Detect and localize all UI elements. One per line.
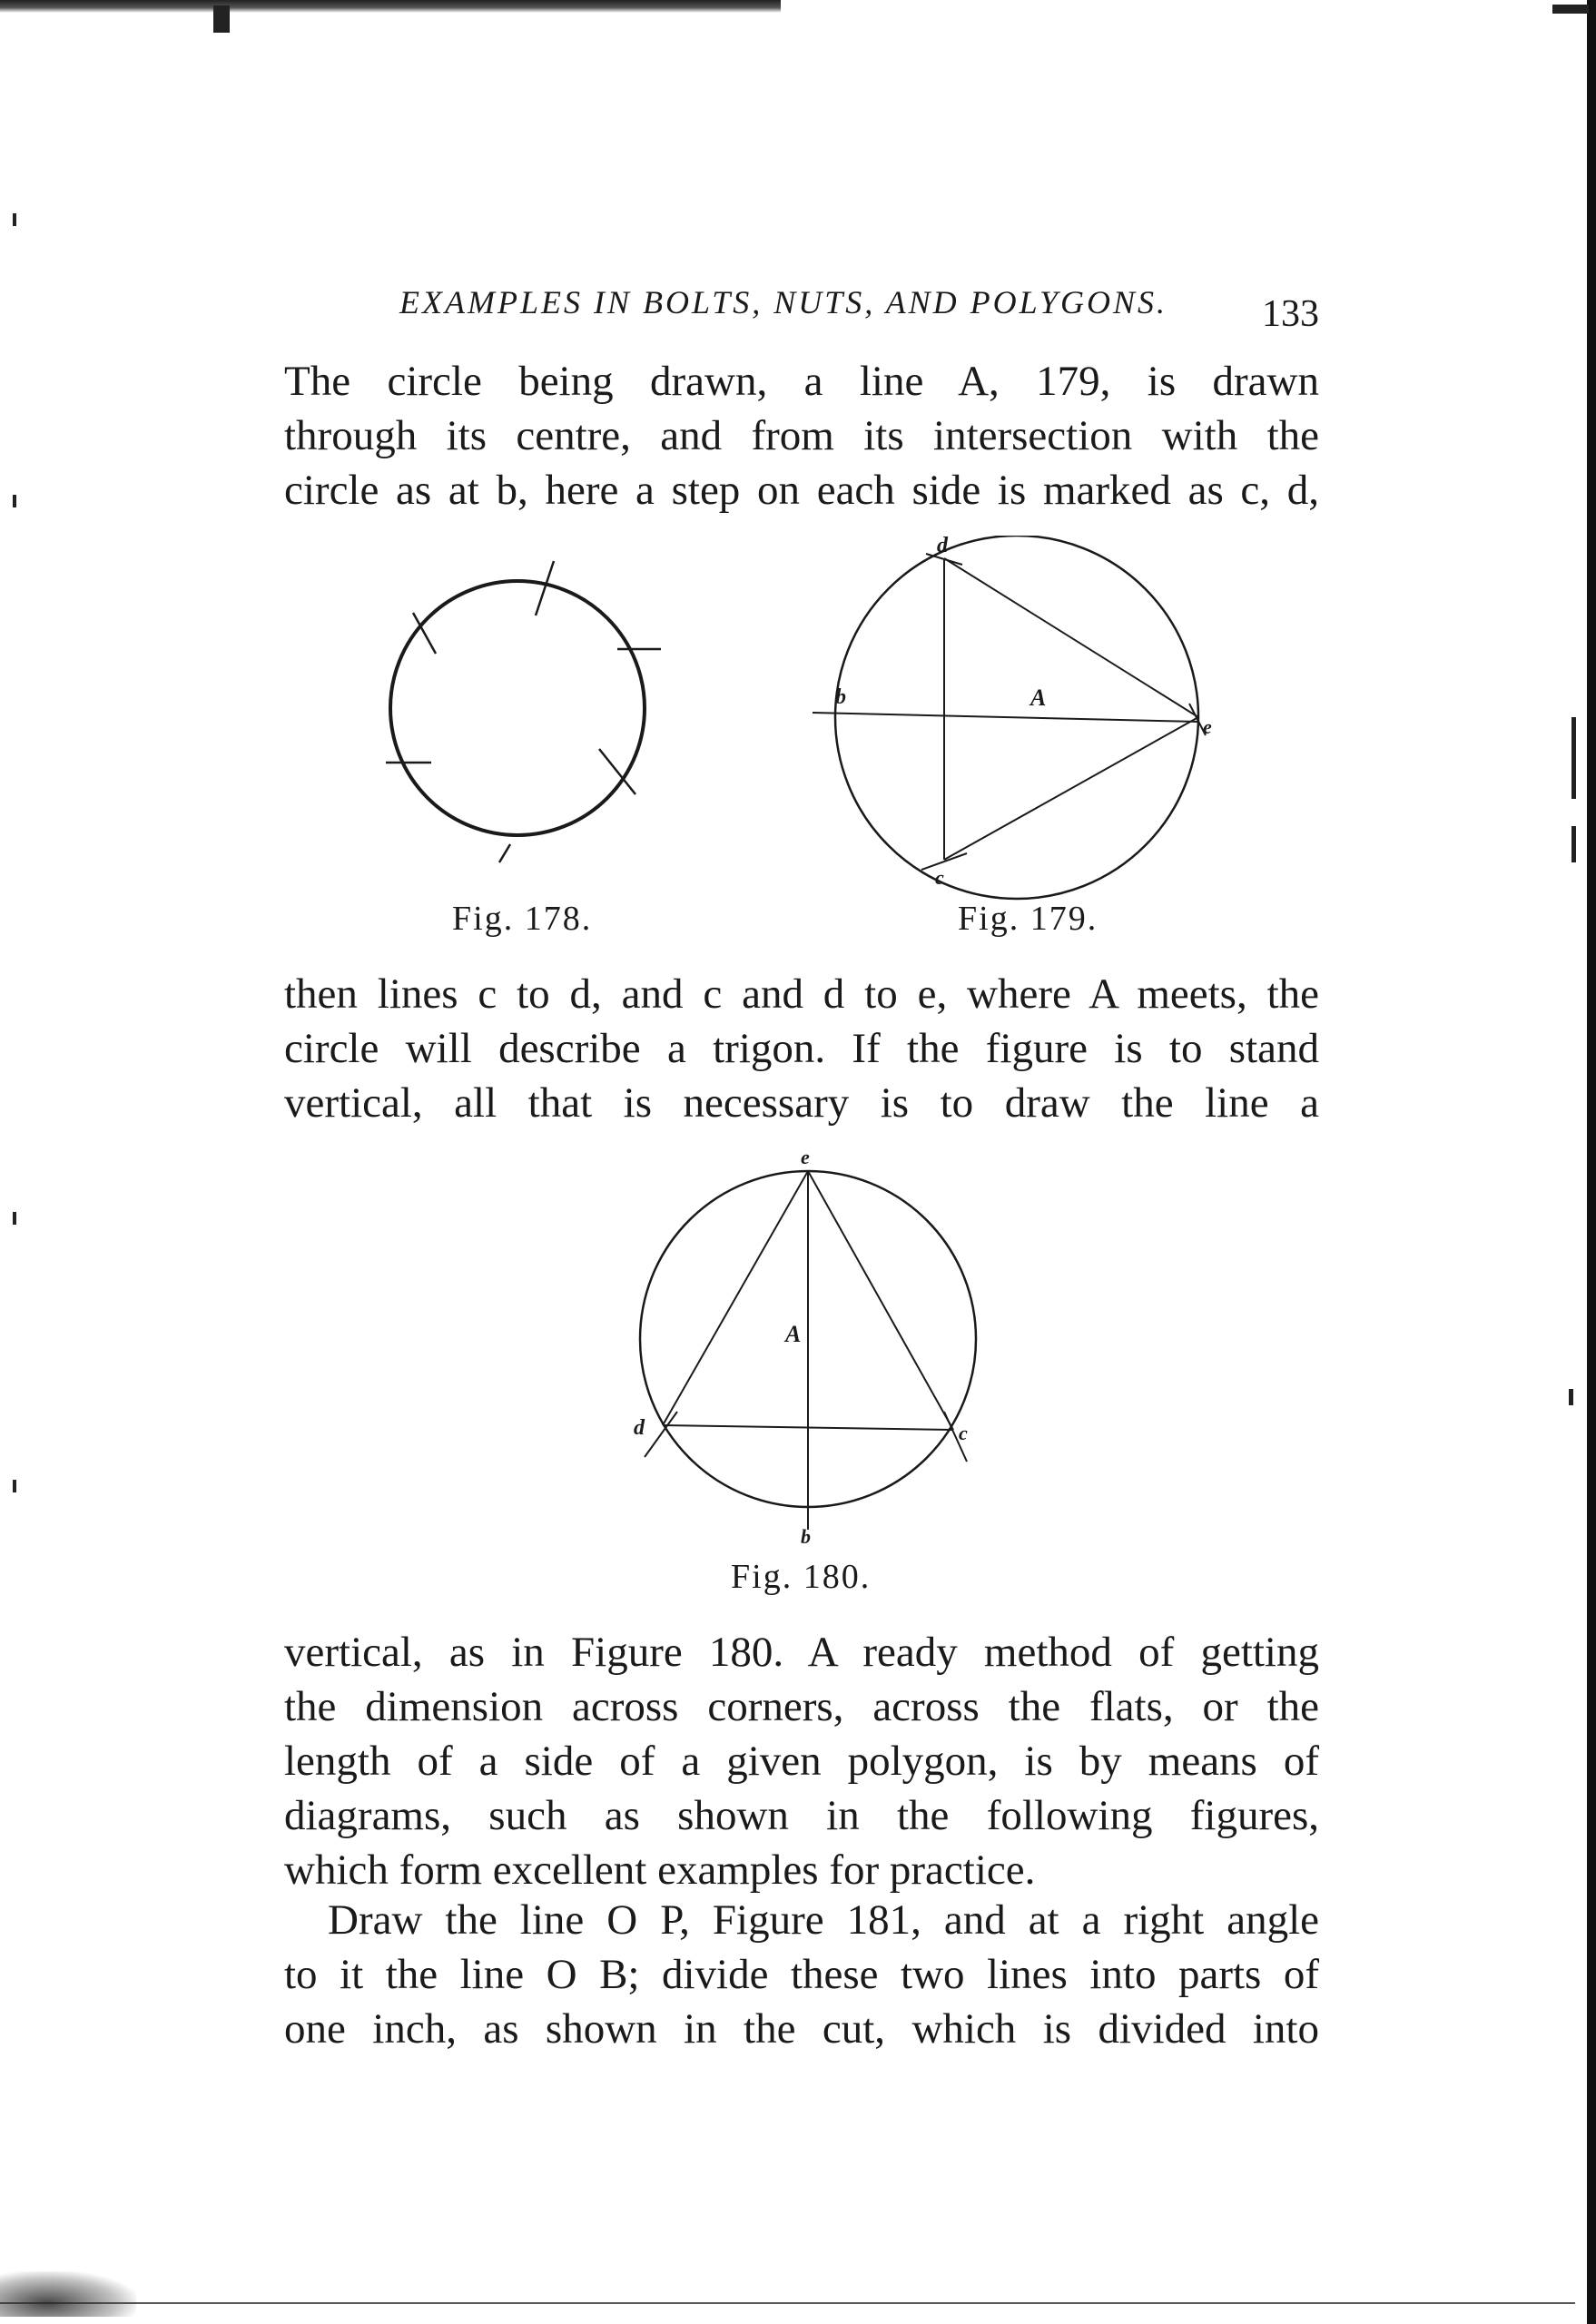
- fig179-label-d: d: [937, 536, 948, 557]
- fig180-label-c: c: [959, 1422, 968, 1444]
- text-line: then lines c to d, and c and d to e, where A meets, the: [284, 970, 1319, 1018]
- scan-bottom-edge: [0, 2302, 1575, 2304]
- text-line: through its centre, and from its intersection with the: [284, 412, 1319, 459]
- figure-179-diagram: [799, 536, 1271, 917]
- figure-180-diagram: [590, 1153, 1026, 1552]
- paragraph-4: [284, 1893, 1319, 2056]
- text-line: circle will describe a trigon. If the figure is to stand: [284, 1025, 1319, 1072]
- fig180-label-e: e: [801, 1153, 810, 1168]
- fig180-line-e-c: [808, 1171, 953, 1430]
- fig179-label-A: A: [1030, 684, 1047, 711]
- text-line: one inch, as shown in the cut, which is divided into: [284, 2005, 1319, 2053]
- scan-margin-mark: [1569, 1389, 1573, 1405]
- paragraph-2: [284, 967, 1319, 1130]
- fig179-line-d-e: [944, 558, 1198, 717]
- page-number: 133: [1262, 293, 1319, 335]
- scan-top-edge: [0, 0, 781, 13]
- paragraph-1: [284, 354, 1319, 517]
- fig180-label-b: b: [801, 1525, 811, 1548]
- text-line: Draw the line O P, Figure 181, and at a right angle: [328, 1896, 1319, 1944]
- fig179-label-b: b: [835, 685, 846, 709]
- fig179-label-e: e: [1203, 715, 1212, 738]
- figure-179-caption: Fig. 179.: [958, 900, 1098, 938]
- running-header-title: EXAMPLES IN BOLTS, NUTS, AND POLYGONS.: [399, 284, 1167, 320]
- fig179-line-c-e: [944, 717, 1198, 860]
- fig180-line-e-d: [663, 1171, 808, 1425]
- scan-bottom-smudge: [0, 2271, 136, 2317]
- fig179-line-A: [813, 713, 1198, 722]
- fig178-step-mark: [536, 561, 554, 615]
- fig180-label-d: d: [634, 1416, 645, 1440]
- scan-right-corner: [1552, 5, 1589, 14]
- text-line: length of a side of a given polygon, is by means of: [284, 1738, 1319, 1785]
- fig180-label-A: A: [785, 1321, 802, 1347]
- scan-margin-mark: [13, 1480, 16, 1492]
- scan-margin-mark: [1571, 717, 1576, 799]
- scan-margin-mark: [13, 495, 16, 507]
- fig178-step-mark: [499, 844, 510, 862]
- text-line: diagrams, such as shown in the following figures,: [284, 1792, 1319, 1839]
- scan-margin-mark: [1571, 826, 1576, 862]
- scan-margin-mark: [13, 1212, 16, 1225]
- text-line: to it the line O B; divide these two lines into parts of: [284, 1951, 1319, 1998]
- fig178-circle: [390, 581, 645, 835]
- paragraph-3: [284, 1625, 1319, 1897]
- text-line: vertical, as in Figure 180. A ready method of getting: [284, 1629, 1319, 1676]
- text-line: the dimension across corners, across the flats, or the: [284, 1683, 1319, 1730]
- figure-178-diagram: [372, 545, 681, 872]
- scan-right-edge: [1587, 0, 1596, 2324]
- text-line: circle as at b, here a step on each side is marked as c, d,: [284, 467, 1319, 514]
- scan-margin-mark: [13, 213, 16, 226]
- scan-top-mark: [213, 5, 230, 33]
- text-line: vertical, all that is necessary is to draw the line a: [284, 1079, 1319, 1127]
- figure-180-caption: Fig. 180.: [731, 1558, 872, 1596]
- text-line: The circle being drawn, a line A, 179, is drawn: [284, 358, 1319, 405]
- fig179-label-c: c: [935, 866, 944, 889]
- text-line: which form excellent examples for practice.: [284, 1846, 1036, 1894]
- figure-178-caption: Fig. 178.: [452, 900, 593, 938]
